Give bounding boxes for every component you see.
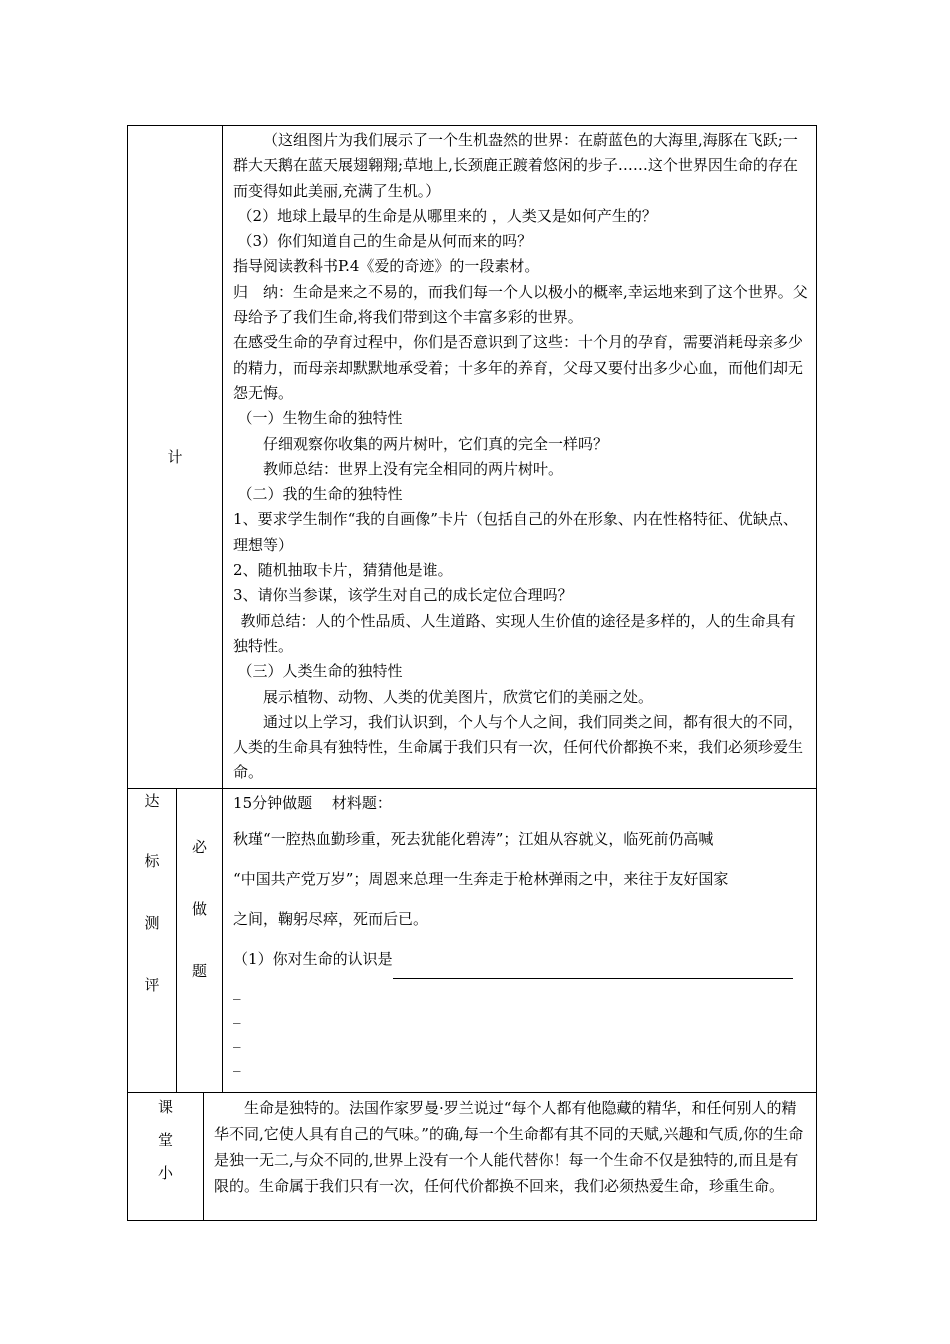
design-paragraph: 3、请你当参谋，该学生对自己的成长定位合理吗？ bbox=[233, 586, 573, 605]
summary-content bbox=[204, 1092, 817, 1220]
design-content bbox=[223, 126, 817, 789]
design-paragraph: 1、要求学生制作“我的自画像”卡片（包括自己的外在形象、内在性格特征、优缺点、理想等） bbox=[233, 510, 798, 554]
test-line: “中国共产党万岁”；周恩来总理一生奔走于枪林弹雨之中，来往于友好国家 bbox=[233, 869, 729, 888]
test-label-char: 测 bbox=[144, 913, 160, 932]
test-label-char: 达 bbox=[144, 791, 160, 810]
summary-label-char: 小 bbox=[157, 1163, 173, 1182]
design-paragraph: 仔细观察你收集的两片树叶，它们真的完全一样吗？ bbox=[263, 434, 609, 453]
design-paragraph: 指导阅读教科书P.4《爱的奇迹》的一段素材。 bbox=[233, 257, 540, 276]
test-line: 之间，鞠躬尽瘁，死而后已。 bbox=[233, 909, 429, 928]
design-paragraph: 归 纳：生命是来之不易的，而我们每一个人以极小的概率,幸运地来到了这个世界。父母给予了我们生命,将我们带到这个丰富多彩的世界。 bbox=[233, 282, 808, 327]
dash-line: _ bbox=[233, 981, 241, 1000]
test-label-char: 评 bbox=[144, 975, 160, 994]
design-paragraph: 教师总结：人的个性品质、人生道路、实现人生价值的途径是多样的，人的生命具有独特性。 bbox=[233, 611, 796, 655]
question-line bbox=[233, 939, 808, 979]
design-paragraph: （3）你们知道自己的生命是从何而来的吗？ bbox=[237, 232, 533, 251]
summary-text: 生命是独特的。法国作家罗曼·罗兰说过“每个人都有他隐藏的精华，和任何别人的精华不同,它使人具有自己的气味。”的确,每一个生命都有其不同的天赋,兴趣和气质,你的生命是独一无二,与众不同的,世界上没有一个人能代替你！每一个生命不仅是独特的,而且是有限的。生命属于我们只有一次，任何代价都换不回来，我们必须热爱生命，珍重生命。 bbox=[214, 1098, 804, 1195]
dash-line: _ bbox=[233, 1005, 241, 1024]
row-test bbox=[128, 788, 817, 1092]
answer-blank[interactable] bbox=[393, 962, 793, 979]
row-summary bbox=[128, 1092, 817, 1220]
design-paragraph: 在感受生命的孕育过程中，你们是否意识到了这些：十个月的孕育，需要消耗母亲多少的精力，而母亲却默默地承受着；十多年的养育，父母又要付出多少心血，而他们却无怨无悔。 bbox=[233, 333, 804, 402]
test-line: 15分钟做题 材料题： bbox=[233, 793, 392, 812]
dash-line: _ bbox=[233, 1029, 241, 1048]
design-paragraph: （二）我的生命的独特性 bbox=[237, 485, 403, 504]
sub-label-cell bbox=[177, 788, 223, 1092]
dash-line: _ bbox=[233, 1053, 241, 1072]
design-paragraph: （一）生物生命的独特性 bbox=[237, 409, 403, 428]
design-paragraph: 2、随机抽取卡片，猜猜他是谁。 bbox=[233, 561, 453, 580]
summary-label-cell bbox=[128, 1092, 204, 1220]
sub-label-char: 必 bbox=[192, 837, 208, 856]
test-label-cell bbox=[128, 788, 177, 1092]
test-label-char: 标 bbox=[144, 851, 160, 870]
row-design bbox=[128, 126, 817, 789]
design-paragraph: （这组图片为我们展示了一个生机盎然的世界：在蔚蓝色的大海里,海豚在飞跃;一群大天鹅在蓝天展翅翱翔;草地上,长颈鹿正踱着悠闲的步子……这个世界因生命的存在而变得如此美丽,充满了生机。） bbox=[233, 131, 798, 200]
design-label: 计 bbox=[167, 448, 183, 467]
summary-label-char: 堂 bbox=[157, 1130, 173, 1149]
design-paragraph: 通过以上学习，我们认识到，个人与个人之间，我们同类之间，都有很大的不同，人类的生命具有独特性，生命属于我们只有一次，任何代价都换不来，我们必须珍爱生命。 bbox=[233, 712, 804, 782]
sub-label-char: 题 bbox=[192, 961, 208, 980]
design-paragraph: （2）地球上最早的生命是从哪里来的 ，人类又是如何产生的？ bbox=[237, 206, 657, 225]
summary-label-char: 课 bbox=[157, 1097, 173, 1116]
design-paragraph: （三）人类生命的独特性 bbox=[237, 662, 403, 681]
sub-label-char: 做 bbox=[192, 899, 208, 918]
design-paragraph: 教师总结：世界上没有完全相同的两片树叶。 bbox=[263, 459, 564, 478]
question-text: （1）你对生命的认识是 bbox=[233, 949, 393, 968]
test-content bbox=[223, 788, 817, 1092]
test-line: 秋瑾“一腔热血勤珍重，死去犹能化碧涛”；江姐从容就义，临死前仍高喊 bbox=[233, 829, 714, 848]
design-label-cell bbox=[128, 126, 223, 789]
design-paragraph: 展示植物、动物、人类的优美图片，欣赏它们的美丽之处。 bbox=[263, 687, 654, 706]
lesson-plan-table bbox=[127, 125, 817, 1221]
